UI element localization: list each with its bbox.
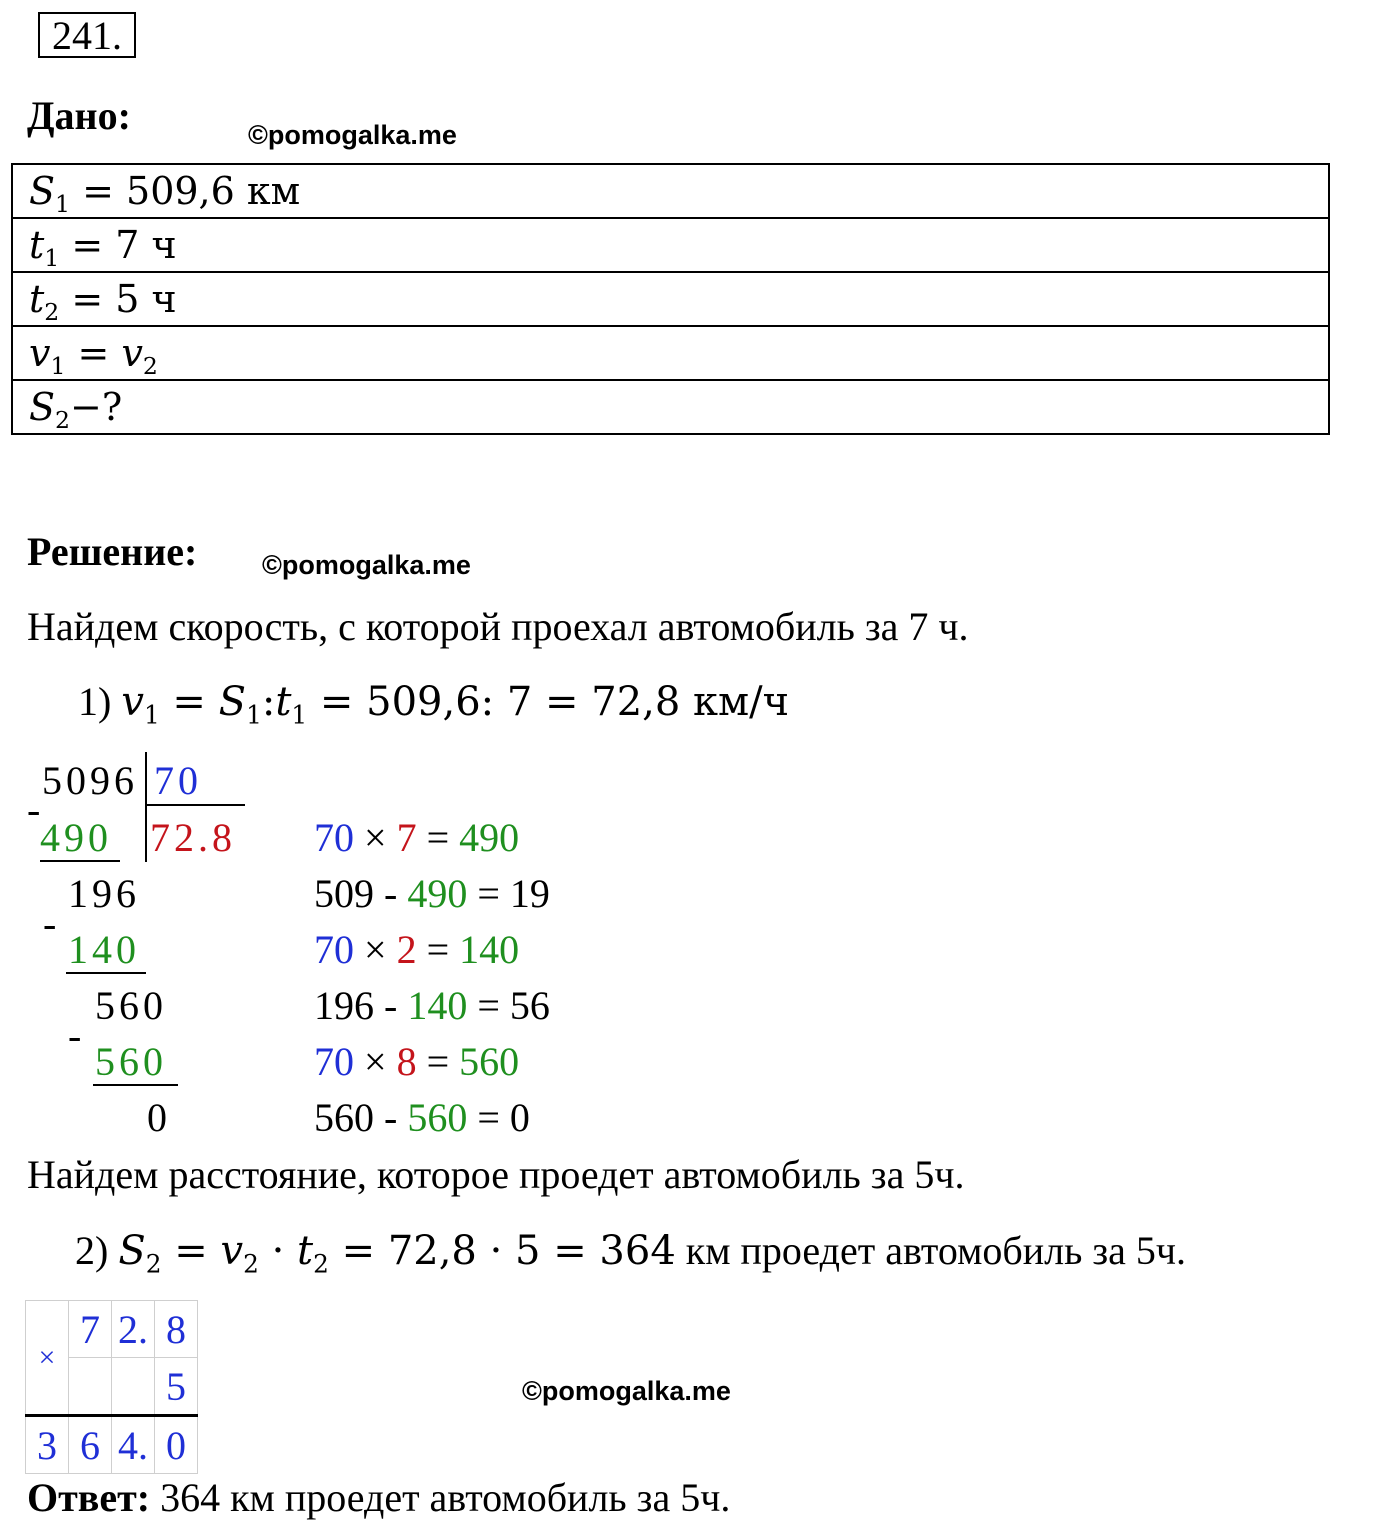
sub: 1	[291, 700, 308, 730]
sub: 1	[246, 700, 262, 730]
given-sub: 1	[55, 190, 71, 219]
var-v: v	[121, 679, 144, 725]
step1-formula	[78, 678, 790, 730]
expl-b: 140	[407, 983, 468, 1028]
division-underline	[93, 1084, 178, 1086]
var-v: v	[220, 1228, 244, 1274]
expl-b: 560	[407, 1095, 468, 1140]
formula-tail-text: км проедет автомобиль за 5ч.	[675, 1228, 1187, 1273]
expl-op: ×	[354, 1039, 397, 1084]
remainder: 560	[95, 983, 167, 1028]
step1-text: Найдем скорость, с которой проехал автомобиль за 7 ч.	[27, 604, 969, 649]
watermark-2: ©pomogalka.me	[262, 550, 471, 580]
sub: 2	[313, 1249, 329, 1279]
mult-cell: 8	[155, 1301, 198, 1358]
expl-op: -	[374, 871, 408, 916]
quotient	[150, 814, 236, 861]
given-cell	[12, 380, 1329, 434]
expl-r: 56	[509, 983, 550, 1028]
expl-a: 560	[314, 1095, 374, 1140]
expl-a: 70	[314, 815, 354, 860]
step-number: 2)	[75, 1228, 119, 1273]
explanation-line	[314, 982, 550, 1029]
mult-row-1	[26, 1301, 198, 1358]
expl-a: 70	[314, 927, 354, 972]
given-cell	[12, 164, 1329, 218]
answer-text: 364 км проедет автомобиль за 5ч.	[150, 1475, 731, 1520]
given-var: S	[29, 385, 56, 429]
step-number: 1)	[78, 679, 122, 724]
subtrahend: 490	[40, 815, 112, 860]
given-sub: 2	[44, 298, 60, 327]
given-sub: 1	[50, 352, 66, 381]
step2-formula	[75, 1227, 1187, 1279]
expl-eq: =	[416, 927, 460, 972]
given-cell	[12, 272, 1329, 326]
expl-eq: =	[467, 1095, 510, 1140]
given-table	[11, 163, 1330, 435]
division-underline	[40, 860, 120, 862]
minus-sign: -	[43, 901, 57, 946]
given-heading: Дано:	[27, 93, 131, 138]
expl-b: 490	[407, 871, 468, 916]
equals: =	[161, 1228, 221, 1274]
given-sub: 2	[142, 352, 158, 381]
expl-b: 2	[396, 927, 417, 972]
var-s: S	[118, 1228, 146, 1274]
quotient-int: 72	[150, 815, 198, 860]
divisor: 70	[154, 758, 202, 803]
expl-r: 490	[459, 815, 520, 860]
formula-tail: = 509,6: 7 = 72,8 км/ч	[307, 679, 790, 725]
expl-b: 8	[396, 1039, 417, 1084]
given-sub: 1	[44, 244, 60, 273]
given-rest: = 7 ч	[59, 223, 177, 267]
remainder: 0	[147, 1095, 171, 1140]
mult-cell: 0	[155, 1416, 198, 1474]
mult-cell: 6	[69, 1416, 112, 1474]
subtrahend: 560	[95, 1039, 167, 1084]
expl-eq: =	[416, 815, 460, 860]
division-bracket-horizontal	[145, 804, 245, 806]
multiplication-grid	[25, 1300, 198, 1474]
quotient-dec: .8	[198, 815, 236, 860]
given-row	[12, 326, 1329, 380]
remainder: 196	[68, 871, 140, 916]
problem-number: 241.	[38, 12, 136, 58]
expl-op: -	[374, 1095, 408, 1140]
mult-cell	[112, 1358, 155, 1416]
given-sub: 2	[55, 406, 71, 435]
given-var: v	[121, 331, 143, 375]
var-t: t	[275, 679, 292, 725]
given-cell	[12, 326, 1329, 380]
var-s: S	[218, 679, 247, 725]
given-mid: =	[65, 331, 122, 375]
mult-cell: 5	[155, 1358, 198, 1416]
division-bracket-vertical	[145, 752, 147, 862]
expl-r: 560	[459, 1039, 520, 1084]
mult-cell: 7	[69, 1301, 112, 1358]
explanation-line	[314, 814, 519, 861]
given-var: v	[29, 331, 51, 375]
given-rest: −?	[70, 385, 123, 429]
sub: 1	[143, 700, 160, 730]
mult-cell: 2.	[112, 1301, 155, 1358]
subtrahend: 140	[68, 927, 140, 972]
expl-a: 70	[314, 1039, 354, 1084]
mult-cell: 4.	[112, 1416, 155, 1474]
multiply-sign: ×	[26, 1301, 69, 1416]
given-var: t	[29, 277, 45, 321]
expl-eq: =	[467, 983, 510, 1028]
expl-r: 19	[509, 871, 550, 916]
given-row	[12, 218, 1329, 272]
given-cell	[12, 218, 1329, 272]
given-var: S	[29, 169, 56, 213]
explanation-line	[314, 926, 519, 973]
expl-a: 196	[314, 983, 374, 1028]
explanation-line	[314, 1038, 519, 1085]
solution-heading: Решение:	[27, 529, 198, 574]
given-row	[12, 272, 1329, 326]
explanation-line	[314, 1094, 530, 1141]
minus-sign: -	[68, 1013, 82, 1058]
sub: 2	[145, 1249, 162, 1279]
given-rest: = 5 ч	[59, 277, 177, 321]
given-rest: = 509,6 км	[70, 169, 301, 213]
mult-cell: 3	[26, 1416, 69, 1474]
expl-eq: =	[416, 1039, 460, 1084]
expl-b: 7	[396, 815, 417, 860]
expl-r: 0	[509, 1095, 530, 1140]
var-t: t	[297, 1228, 314, 1274]
division-underline	[66, 972, 146, 974]
expl-op: -	[374, 983, 408, 1028]
colon: :	[261, 679, 276, 725]
watermark-1: ©pomogalka.me	[248, 120, 457, 150]
expl-r: 140	[459, 927, 520, 972]
answer-line	[27, 1474, 730, 1521]
given-var: t	[29, 223, 45, 267]
mult-result-row	[26, 1416, 198, 1474]
mult-cell	[69, 1358, 112, 1416]
formula-tail: = 72,8 · 5 = 364	[328, 1228, 676, 1274]
watermark-3: ©pomogalka.me	[522, 1376, 731, 1406]
minus-sign: -	[27, 787, 41, 832]
expl-eq: =	[467, 871, 510, 916]
sub: 2	[243, 1249, 259, 1279]
expl-op: ×	[354, 815, 397, 860]
dividend: 5096	[42, 758, 138, 803]
dot: ·	[258, 1228, 298, 1274]
expl-op: ×	[354, 927, 397, 972]
step2-text: Найдем расстояние, которое проедет автомобиль за 5ч.	[27, 1152, 965, 1197]
expl-a: 509	[314, 871, 374, 916]
equals: =	[159, 679, 219, 725]
explanation-line	[314, 870, 550, 917]
given-row	[12, 380, 1329, 434]
answer-label: Ответ:	[27, 1475, 151, 1520]
given-row	[12, 164, 1329, 218]
